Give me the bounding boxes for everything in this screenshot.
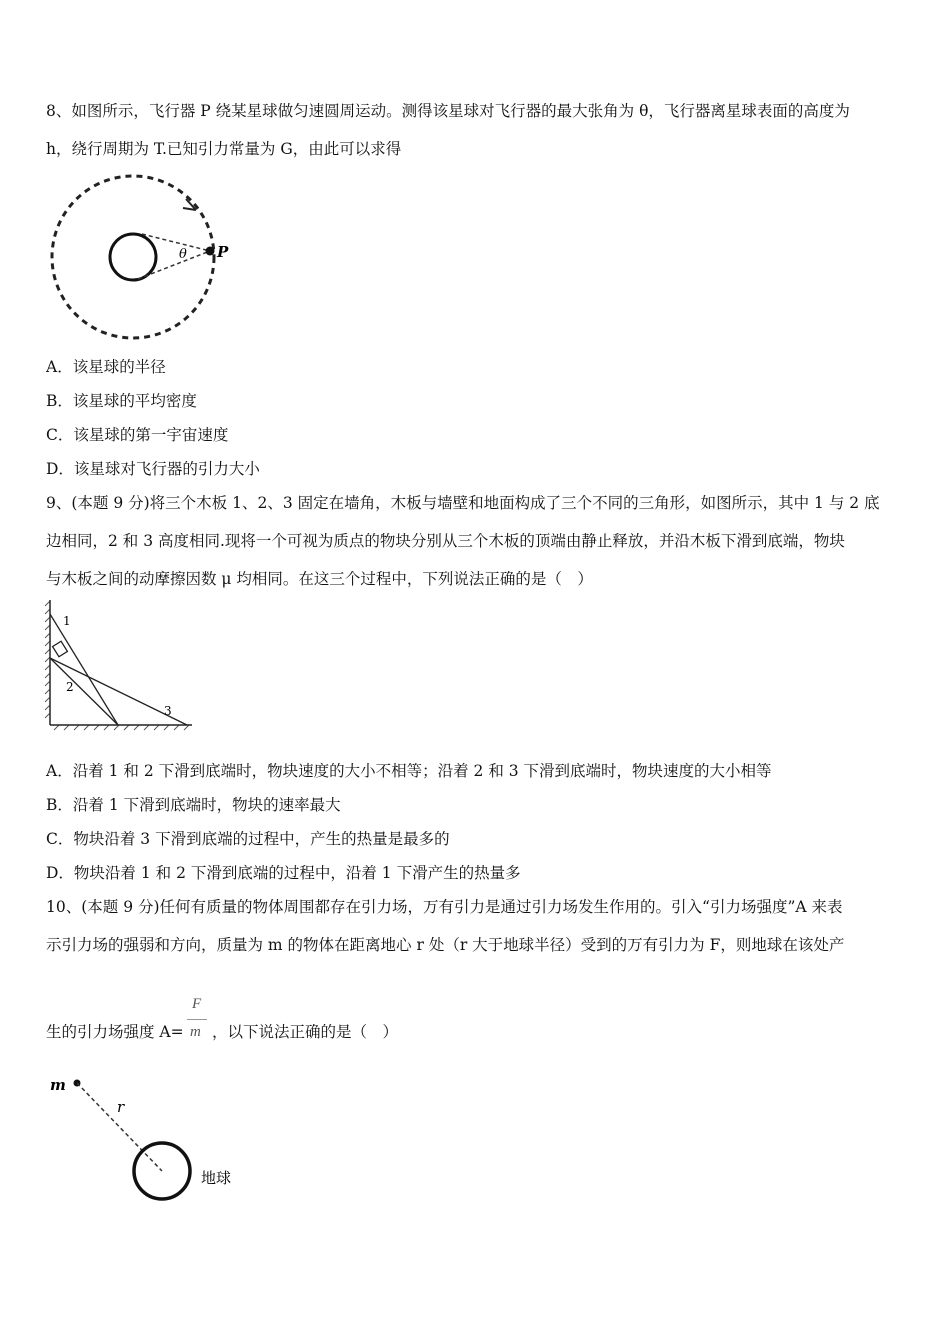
q8-option-c: C．该星球的第一宇宙速度: [46, 426, 229, 444]
earth-label: 地球: [201, 1169, 232, 1187]
q9-boards-figure: [44, 600, 194, 732]
planet: [110, 234, 156, 280]
block: [53, 641, 68, 656]
theta-label: θ: [179, 247, 187, 262]
fraction-denominator: m: [190, 1024, 201, 1040]
q9-stem-line1: 9、(本题 9 分)将三个木板 1、2、3 固定在墙角，木板与墙壁和地面构成了三个不同的三角形，如图所示，其中 1 与 2 底: [46, 494, 880, 512]
label-board-1: 1: [63, 614, 71, 628]
distance-label: r: [117, 1098, 125, 1116]
q8-option-d: D．该星球对飞行器的引力大小: [46, 460, 260, 478]
spacecraft-point: [206, 247, 215, 256]
q9-stem-line3: 与木板之间的动摩擦因数 μ 均相同。在这三个过程中，下列说法正确的是（ ）: [46, 570, 593, 588]
q10-stem-line3-suffix: ，以下说法正确的是（ ）: [212, 1023, 399, 1041]
distance-line: [77, 1083, 162, 1171]
q8-stem-line2: h，绕行周期为 T.已知引力常量为 G，由此可以求得: [46, 140, 402, 158]
point-label: P: [217, 243, 229, 261]
q8-orbit-figure: [46, 172, 236, 344]
q9-option-d: D．物块沿着 1 和 2 下滑到底端的过程中，沿着 1 下滑产生的热量多: [46, 864, 521, 882]
q9-option-a: A．沿着 1 和 2 下滑到底端时，物块速度的大小不相等；沿着 2 和 3 下滑到底端时，物块速度的大小相等: [46, 762, 772, 780]
q10-stem-line3-prefix: 生的引力场强度 A=: [46, 1023, 184, 1041]
label-board-3: 3: [164, 704, 172, 718]
board-1: [50, 614, 118, 725]
q8-stem-line1: 8、如图所示，飞行器 P 绕某星球做匀速圆周运动。测得该星球对飞行器的最大张角为 θ，飞行器离星球表面的高度为: [46, 102, 850, 120]
label-board-2: 2: [66, 680, 74, 694]
fraction-numerator: F: [192, 996, 202, 1012]
q8-option-b: B．该星球的平均密度: [46, 392, 197, 410]
q9-option-c: C．物块沿着 3 下滑到底端的过程中，产生的热量是最多的: [46, 830, 450, 848]
q10-field-figure: [46, 1070, 256, 1210]
mass-label: m: [50, 1076, 66, 1094]
orbit-path: [52, 176, 214, 338]
q10-stem-line2: 示引力场的强弱和方向，质量为 m 的物体在距离地心 r 处（r 大于地球半径）受到的万有引力为 F，则地球在该处产: [46, 936, 845, 954]
fraction-bar: [187, 1019, 207, 1020]
q10-stem-line1: 10、(本题 9 分)任何有质量的物体周围都存在引力场，万有引力是通过引力场发生作用的。引入“引力场强度”A 来表: [46, 898, 843, 916]
q8-option-a: A．该星球的半径: [46, 358, 166, 376]
q9-option-b: B．沿着 1 下滑到底端时，物块的速率最大: [46, 796, 341, 814]
q9-stem-line2: 边相同，2 和 3 高度相同.现将一个可视为质点的物块分别从三个木板的顶端由静止释放，并沿木板下滑到底端，物块: [46, 532, 845, 550]
board-2: [50, 658, 118, 725]
